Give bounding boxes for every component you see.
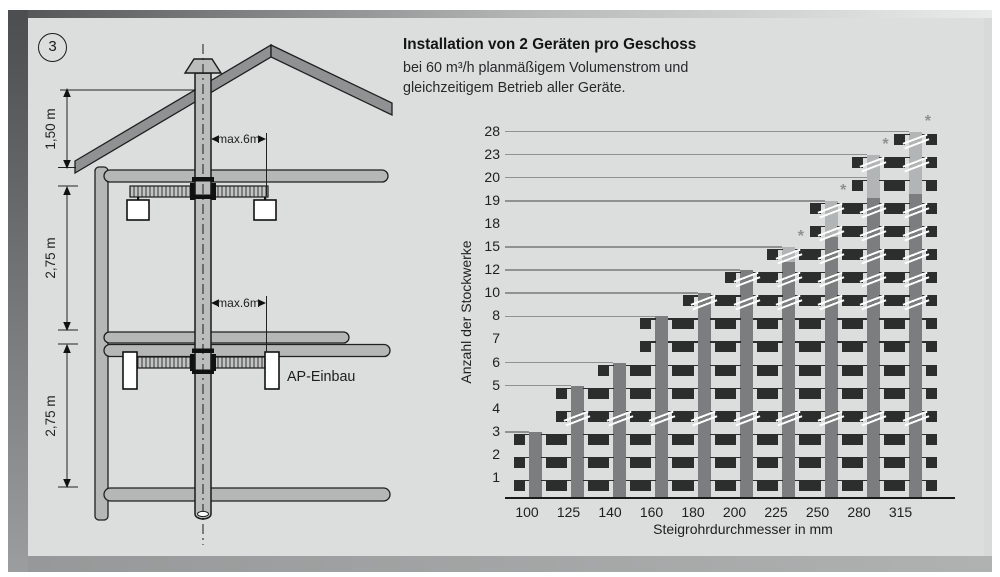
device-square bbox=[556, 480, 567, 491]
device-square bbox=[810, 341, 821, 352]
y-axis-label-5: 5 bbox=[492, 376, 500, 393]
device-connector bbox=[736, 272, 741, 273]
device-square bbox=[926, 388, 937, 399]
device-square bbox=[514, 457, 525, 468]
device-square bbox=[598, 365, 609, 376]
x-axis-label-225: 225 bbox=[764, 504, 788, 520]
device-square bbox=[767, 365, 778, 376]
x-axis-label-100: 100 bbox=[515, 504, 539, 520]
device-connector bbox=[922, 318, 927, 319]
device-connector bbox=[753, 318, 758, 319]
device-connector bbox=[820, 457, 825, 458]
device-connector bbox=[626, 388, 631, 389]
device-connector bbox=[651, 388, 656, 389]
device-connector bbox=[905, 318, 910, 319]
device-connector bbox=[736, 434, 741, 435]
reference-line-19 bbox=[505, 200, 825, 202]
device-square bbox=[926, 180, 937, 191]
device-square bbox=[725, 480, 736, 491]
device-square bbox=[810, 388, 821, 399]
x-axis-label-200: 200 bbox=[722, 504, 747, 520]
reference-line-12 bbox=[505, 269, 740, 271]
device-connector bbox=[922, 180, 927, 181]
device-connector bbox=[820, 480, 825, 481]
device-connector bbox=[710, 434, 715, 435]
device-square bbox=[514, 480, 525, 491]
device-connector bbox=[583, 388, 588, 389]
device-connector bbox=[820, 365, 825, 366]
bar-180 bbox=[698, 293, 711, 498]
figure-subtitle-line2: gleichzeitigem Betrieb aller Geräte. bbox=[403, 80, 626, 96]
device-connector bbox=[879, 388, 884, 389]
device-connector bbox=[668, 480, 673, 481]
device-connector bbox=[778, 341, 783, 342]
device-connector bbox=[693, 411, 698, 412]
device-square bbox=[683, 341, 694, 352]
device-connector bbox=[651, 434, 656, 435]
device-connector bbox=[795, 318, 800, 319]
device-square bbox=[810, 480, 821, 491]
device-connector bbox=[837, 341, 842, 342]
device-connector bbox=[922, 388, 927, 389]
device-connector bbox=[609, 388, 614, 389]
device-connector bbox=[626, 434, 631, 435]
device-connector bbox=[778, 249, 783, 250]
device-connector bbox=[524, 457, 529, 458]
device-connector bbox=[795, 365, 800, 366]
device-connector bbox=[753, 341, 758, 342]
device-square bbox=[894, 318, 905, 329]
device-connector bbox=[778, 318, 783, 319]
device-connector bbox=[905, 388, 910, 389]
x-axis-label-140: 140 bbox=[598, 504, 622, 520]
device-square bbox=[514, 434, 525, 445]
y-axis-title: Anzahl der Stockwerke bbox=[458, 240, 474, 384]
device-square bbox=[725, 457, 736, 468]
device-connector bbox=[693, 318, 698, 319]
device-square bbox=[894, 434, 905, 445]
device-square bbox=[640, 318, 651, 329]
device-connector bbox=[668, 457, 673, 458]
device-connector bbox=[837, 388, 842, 389]
device-connector bbox=[795, 434, 800, 435]
device-connector bbox=[820, 295, 825, 296]
device-connector bbox=[693, 480, 698, 481]
device-connector bbox=[778, 411, 783, 412]
device-connector bbox=[905, 480, 910, 481]
device-connector bbox=[753, 388, 758, 389]
device-connector bbox=[710, 480, 715, 481]
device-connector bbox=[862, 365, 867, 366]
x-axis-label-250: 250 bbox=[805, 504, 830, 520]
y-axis-label-3: 3 bbox=[492, 422, 500, 439]
asterisk-note-250: * bbox=[840, 181, 847, 199]
reference-line-10 bbox=[505, 292, 698, 294]
y-axis-label-19: 19 bbox=[484, 191, 500, 208]
x-axis-label-315: 315 bbox=[888, 504, 913, 520]
y-axis-label-4: 4 bbox=[492, 399, 500, 416]
device-connector bbox=[905, 180, 910, 181]
dimension-label-upper-floor: 2,75 m bbox=[43, 237, 58, 279]
device-connector bbox=[693, 388, 698, 389]
reference-line-20 bbox=[505, 177, 867, 179]
y-axis-label-20: 20 bbox=[484, 168, 500, 185]
device-connector bbox=[922, 480, 927, 481]
device-connector bbox=[710, 341, 715, 342]
device-connector bbox=[736, 480, 741, 481]
ap-einbau-label: AP-Einbau bbox=[287, 369, 356, 385]
device-connector bbox=[736, 457, 741, 458]
device-connector bbox=[879, 180, 884, 181]
device-connector bbox=[541, 434, 546, 435]
device-connector bbox=[626, 365, 631, 366]
device-connector bbox=[837, 480, 842, 481]
device-connector bbox=[862, 203, 867, 204]
device-connector bbox=[795, 457, 800, 458]
device-connector bbox=[905, 134, 910, 135]
device-connector bbox=[778, 272, 783, 273]
device-square bbox=[926, 341, 937, 352]
device-square bbox=[683, 318, 694, 329]
device-connector bbox=[922, 365, 927, 366]
device-connector bbox=[710, 365, 715, 366]
device-connector bbox=[820, 388, 825, 389]
device-square bbox=[894, 388, 905, 399]
device-connector bbox=[837, 318, 842, 319]
y-axis-label-23: 23 bbox=[484, 145, 500, 162]
y-axis-label-7: 7 bbox=[492, 330, 500, 347]
device-connector bbox=[651, 365, 656, 366]
device-connector bbox=[693, 457, 698, 458]
device-connector bbox=[820, 203, 825, 204]
device-square bbox=[810, 318, 821, 329]
device-connector bbox=[820, 226, 825, 227]
device-connector bbox=[668, 365, 673, 366]
device-square bbox=[640, 341, 651, 352]
device-square bbox=[640, 480, 651, 491]
device-connector bbox=[795, 388, 800, 389]
device-connector bbox=[922, 341, 927, 342]
device-connector bbox=[736, 318, 741, 319]
device-connector bbox=[862, 249, 867, 250]
device-square bbox=[725, 434, 736, 445]
reference-line-15 bbox=[505, 246, 782, 248]
device-connector bbox=[693, 365, 698, 366]
device-square bbox=[598, 388, 609, 399]
device-square bbox=[683, 434, 694, 445]
device-connector bbox=[566, 411, 571, 412]
device-connector bbox=[778, 480, 783, 481]
device-square bbox=[852, 365, 863, 376]
device-connector bbox=[837, 457, 842, 458]
device-square bbox=[894, 457, 905, 468]
device-square bbox=[894, 341, 905, 352]
device-connector bbox=[736, 341, 741, 342]
device-connector bbox=[710, 318, 715, 319]
device-square bbox=[556, 457, 567, 468]
device-connector bbox=[862, 318, 867, 319]
reference-line-28 bbox=[505, 131, 909, 133]
device-square bbox=[598, 434, 609, 445]
device-connector bbox=[862, 295, 867, 296]
device-connector bbox=[651, 457, 656, 458]
device-connector bbox=[541, 480, 546, 481]
device-connector bbox=[905, 341, 910, 342]
device-connector bbox=[693, 341, 698, 342]
device-connector bbox=[879, 480, 884, 481]
x-axis-label-180: 180 bbox=[681, 504, 705, 520]
device-square bbox=[725, 388, 736, 399]
device-connector bbox=[651, 480, 656, 481]
device-connector bbox=[837, 434, 842, 435]
y-axis-label-28: 28 bbox=[484, 122, 500, 139]
asterisk-note-315: * bbox=[924, 112, 931, 130]
device-connector bbox=[820, 272, 825, 273]
device-connector bbox=[736, 295, 741, 296]
figure-heading: Installation von 2 Geräten pro Geschoss bbox=[403, 36, 697, 53]
device-connector bbox=[879, 318, 884, 319]
device-connector bbox=[778, 434, 783, 435]
y-axis-label-6: 6 bbox=[492, 353, 500, 370]
device-connector bbox=[862, 341, 867, 342]
device-connector bbox=[905, 365, 910, 366]
device-square bbox=[767, 318, 778, 329]
y-axis-label-1: 1 bbox=[492, 469, 500, 485]
device-square bbox=[852, 388, 863, 399]
device-connector bbox=[795, 480, 800, 481]
device-connector bbox=[651, 318, 656, 319]
device-connector bbox=[778, 295, 783, 296]
device-connector bbox=[668, 388, 673, 389]
asterisk-note-280: * bbox=[882, 135, 889, 153]
device-square bbox=[640, 365, 651, 376]
device-square bbox=[810, 434, 821, 445]
device-connector bbox=[778, 457, 783, 458]
device-connector bbox=[922, 434, 927, 435]
device-connector bbox=[609, 434, 614, 435]
device-square bbox=[926, 365, 937, 376]
device-connector bbox=[879, 434, 884, 435]
device-square bbox=[767, 341, 778, 352]
device-connector bbox=[753, 434, 758, 435]
device-square bbox=[640, 388, 651, 399]
device-square bbox=[810, 457, 821, 468]
device-square bbox=[640, 457, 651, 468]
device-connector bbox=[668, 318, 673, 319]
device-connector bbox=[778, 365, 783, 366]
device-connector bbox=[668, 341, 673, 342]
x-axis-label-160: 160 bbox=[639, 504, 664, 520]
device-square bbox=[852, 180, 863, 191]
device-square bbox=[767, 480, 778, 491]
device-connector bbox=[905, 226, 910, 227]
device-square bbox=[852, 434, 863, 445]
device-connector bbox=[583, 457, 588, 458]
device-connector bbox=[566, 434, 571, 435]
device-square bbox=[894, 180, 905, 191]
bar-250 bbox=[825, 201, 838, 498]
y-axis-label-12: 12 bbox=[484, 261, 500, 278]
device-connector bbox=[879, 457, 884, 458]
device-connector bbox=[820, 434, 825, 435]
y-axis-label-2: 2 bbox=[492, 445, 500, 462]
device-connector bbox=[820, 411, 825, 412]
device-connector bbox=[609, 457, 614, 458]
device-square bbox=[556, 388, 567, 399]
device-connector bbox=[524, 480, 529, 481]
device-connector bbox=[862, 226, 867, 227]
y-axis-label-10: 10 bbox=[484, 284, 500, 301]
device-connector bbox=[524, 434, 529, 435]
device-connector bbox=[566, 388, 571, 389]
device-square bbox=[598, 480, 609, 491]
x-axis-line bbox=[505, 497, 955, 499]
device-connector bbox=[862, 480, 867, 481]
device-connector bbox=[693, 434, 698, 435]
device-connector bbox=[626, 457, 631, 458]
device-square bbox=[852, 480, 863, 491]
device-square bbox=[852, 457, 863, 468]
device-connector bbox=[651, 341, 656, 342]
device-square bbox=[926, 318, 937, 329]
reference-line-23 bbox=[505, 154, 867, 156]
device-square bbox=[767, 457, 778, 468]
device-connector bbox=[651, 411, 656, 412]
device-connector bbox=[922, 457, 927, 458]
device-connector bbox=[778, 388, 783, 389]
device-connector bbox=[879, 365, 884, 366]
reference-line-3 bbox=[505, 431, 529, 433]
figure-subtitle-line1: bei 60 m³/h planmäßigem Volumenstrom und bbox=[403, 60, 689, 76]
device-connector bbox=[862, 180, 867, 181]
bar-160 bbox=[655, 316, 668, 498]
device-connector bbox=[566, 457, 571, 458]
device-connector bbox=[693, 295, 698, 296]
device-square bbox=[767, 434, 778, 445]
device-connector bbox=[753, 457, 758, 458]
figure-number-badge: 3 bbox=[38, 33, 67, 62]
device-square bbox=[926, 434, 937, 445]
device-connector bbox=[710, 457, 715, 458]
device-connector bbox=[862, 434, 867, 435]
device-connector bbox=[905, 249, 910, 250]
device-connector bbox=[753, 480, 758, 481]
device-connector bbox=[862, 272, 867, 273]
device-square bbox=[810, 365, 821, 376]
device-square bbox=[894, 480, 905, 491]
y-axis-label-15: 15 bbox=[484, 238, 500, 254]
device-connector bbox=[626, 480, 631, 481]
reference-line-6 bbox=[505, 362, 613, 364]
device-connector bbox=[905, 295, 910, 296]
device-connector bbox=[820, 318, 825, 319]
device-square bbox=[767, 388, 778, 399]
device-connector bbox=[862, 157, 867, 158]
y-axis-label-8: 8 bbox=[492, 307, 500, 324]
y-axis-label-18: 18 bbox=[484, 214, 500, 231]
dimension-label-lower-floor: 2,75 m bbox=[43, 395, 58, 437]
asterisk-note-225: * bbox=[797, 228, 805, 245]
device-connector bbox=[736, 388, 741, 389]
device-connector bbox=[668, 434, 673, 435]
reference-line-8 bbox=[505, 316, 655, 318]
device-square bbox=[640, 434, 651, 445]
max-span-label-top: max.6m bbox=[217, 131, 260, 146]
device-square bbox=[683, 388, 694, 399]
device-connector bbox=[753, 365, 758, 366]
device-connector bbox=[736, 365, 741, 366]
device-square bbox=[725, 318, 736, 329]
device-connector bbox=[905, 272, 910, 273]
device-connector bbox=[837, 365, 842, 366]
dimension-label-roof: 1,50 m bbox=[43, 108, 58, 150]
device-connector bbox=[862, 411, 867, 412]
device-connector bbox=[820, 341, 825, 342]
device-connector bbox=[609, 411, 614, 412]
bar-125 bbox=[571, 386, 584, 498]
device-connector bbox=[583, 480, 588, 481]
device-square bbox=[683, 365, 694, 376]
device-connector bbox=[905, 203, 910, 204]
device-square bbox=[683, 457, 694, 468]
device-connector bbox=[905, 457, 910, 458]
device-connector bbox=[541, 457, 546, 458]
device-square bbox=[926, 457, 937, 468]
bar-140 bbox=[613, 363, 626, 499]
device-connector bbox=[879, 341, 884, 342]
device-connector bbox=[609, 480, 614, 481]
reference-line-5 bbox=[505, 385, 571, 387]
device-square bbox=[852, 341, 863, 352]
device-square bbox=[926, 480, 937, 491]
x-axis-title: Steigrohrdurchmesser in mm bbox=[653, 521, 833, 537]
bar-100 bbox=[529, 432, 542, 498]
device-square bbox=[852, 318, 863, 329]
device-square bbox=[894, 365, 905, 376]
device-connector bbox=[862, 457, 867, 458]
device-connector bbox=[583, 434, 588, 435]
x-axis-label-280: 280 bbox=[847, 504, 871, 520]
max-span-label-bottom: max.6m bbox=[217, 295, 260, 310]
device-connector bbox=[820, 249, 825, 250]
device-square bbox=[725, 365, 736, 376]
device-connector bbox=[905, 411, 910, 412]
device-connector bbox=[609, 365, 614, 366]
device-square bbox=[556, 434, 567, 445]
device-square bbox=[598, 457, 609, 468]
device-connector bbox=[736, 411, 741, 412]
device-connector bbox=[905, 434, 910, 435]
device-square bbox=[683, 480, 694, 491]
device-connector bbox=[862, 388, 867, 389]
device-connector bbox=[710, 388, 715, 389]
device-square bbox=[725, 341, 736, 352]
device-connector bbox=[905, 157, 910, 158]
device-connector bbox=[795, 341, 800, 342]
x-axis-label-125: 125 bbox=[556, 504, 581, 520]
device-connector bbox=[566, 480, 571, 481]
